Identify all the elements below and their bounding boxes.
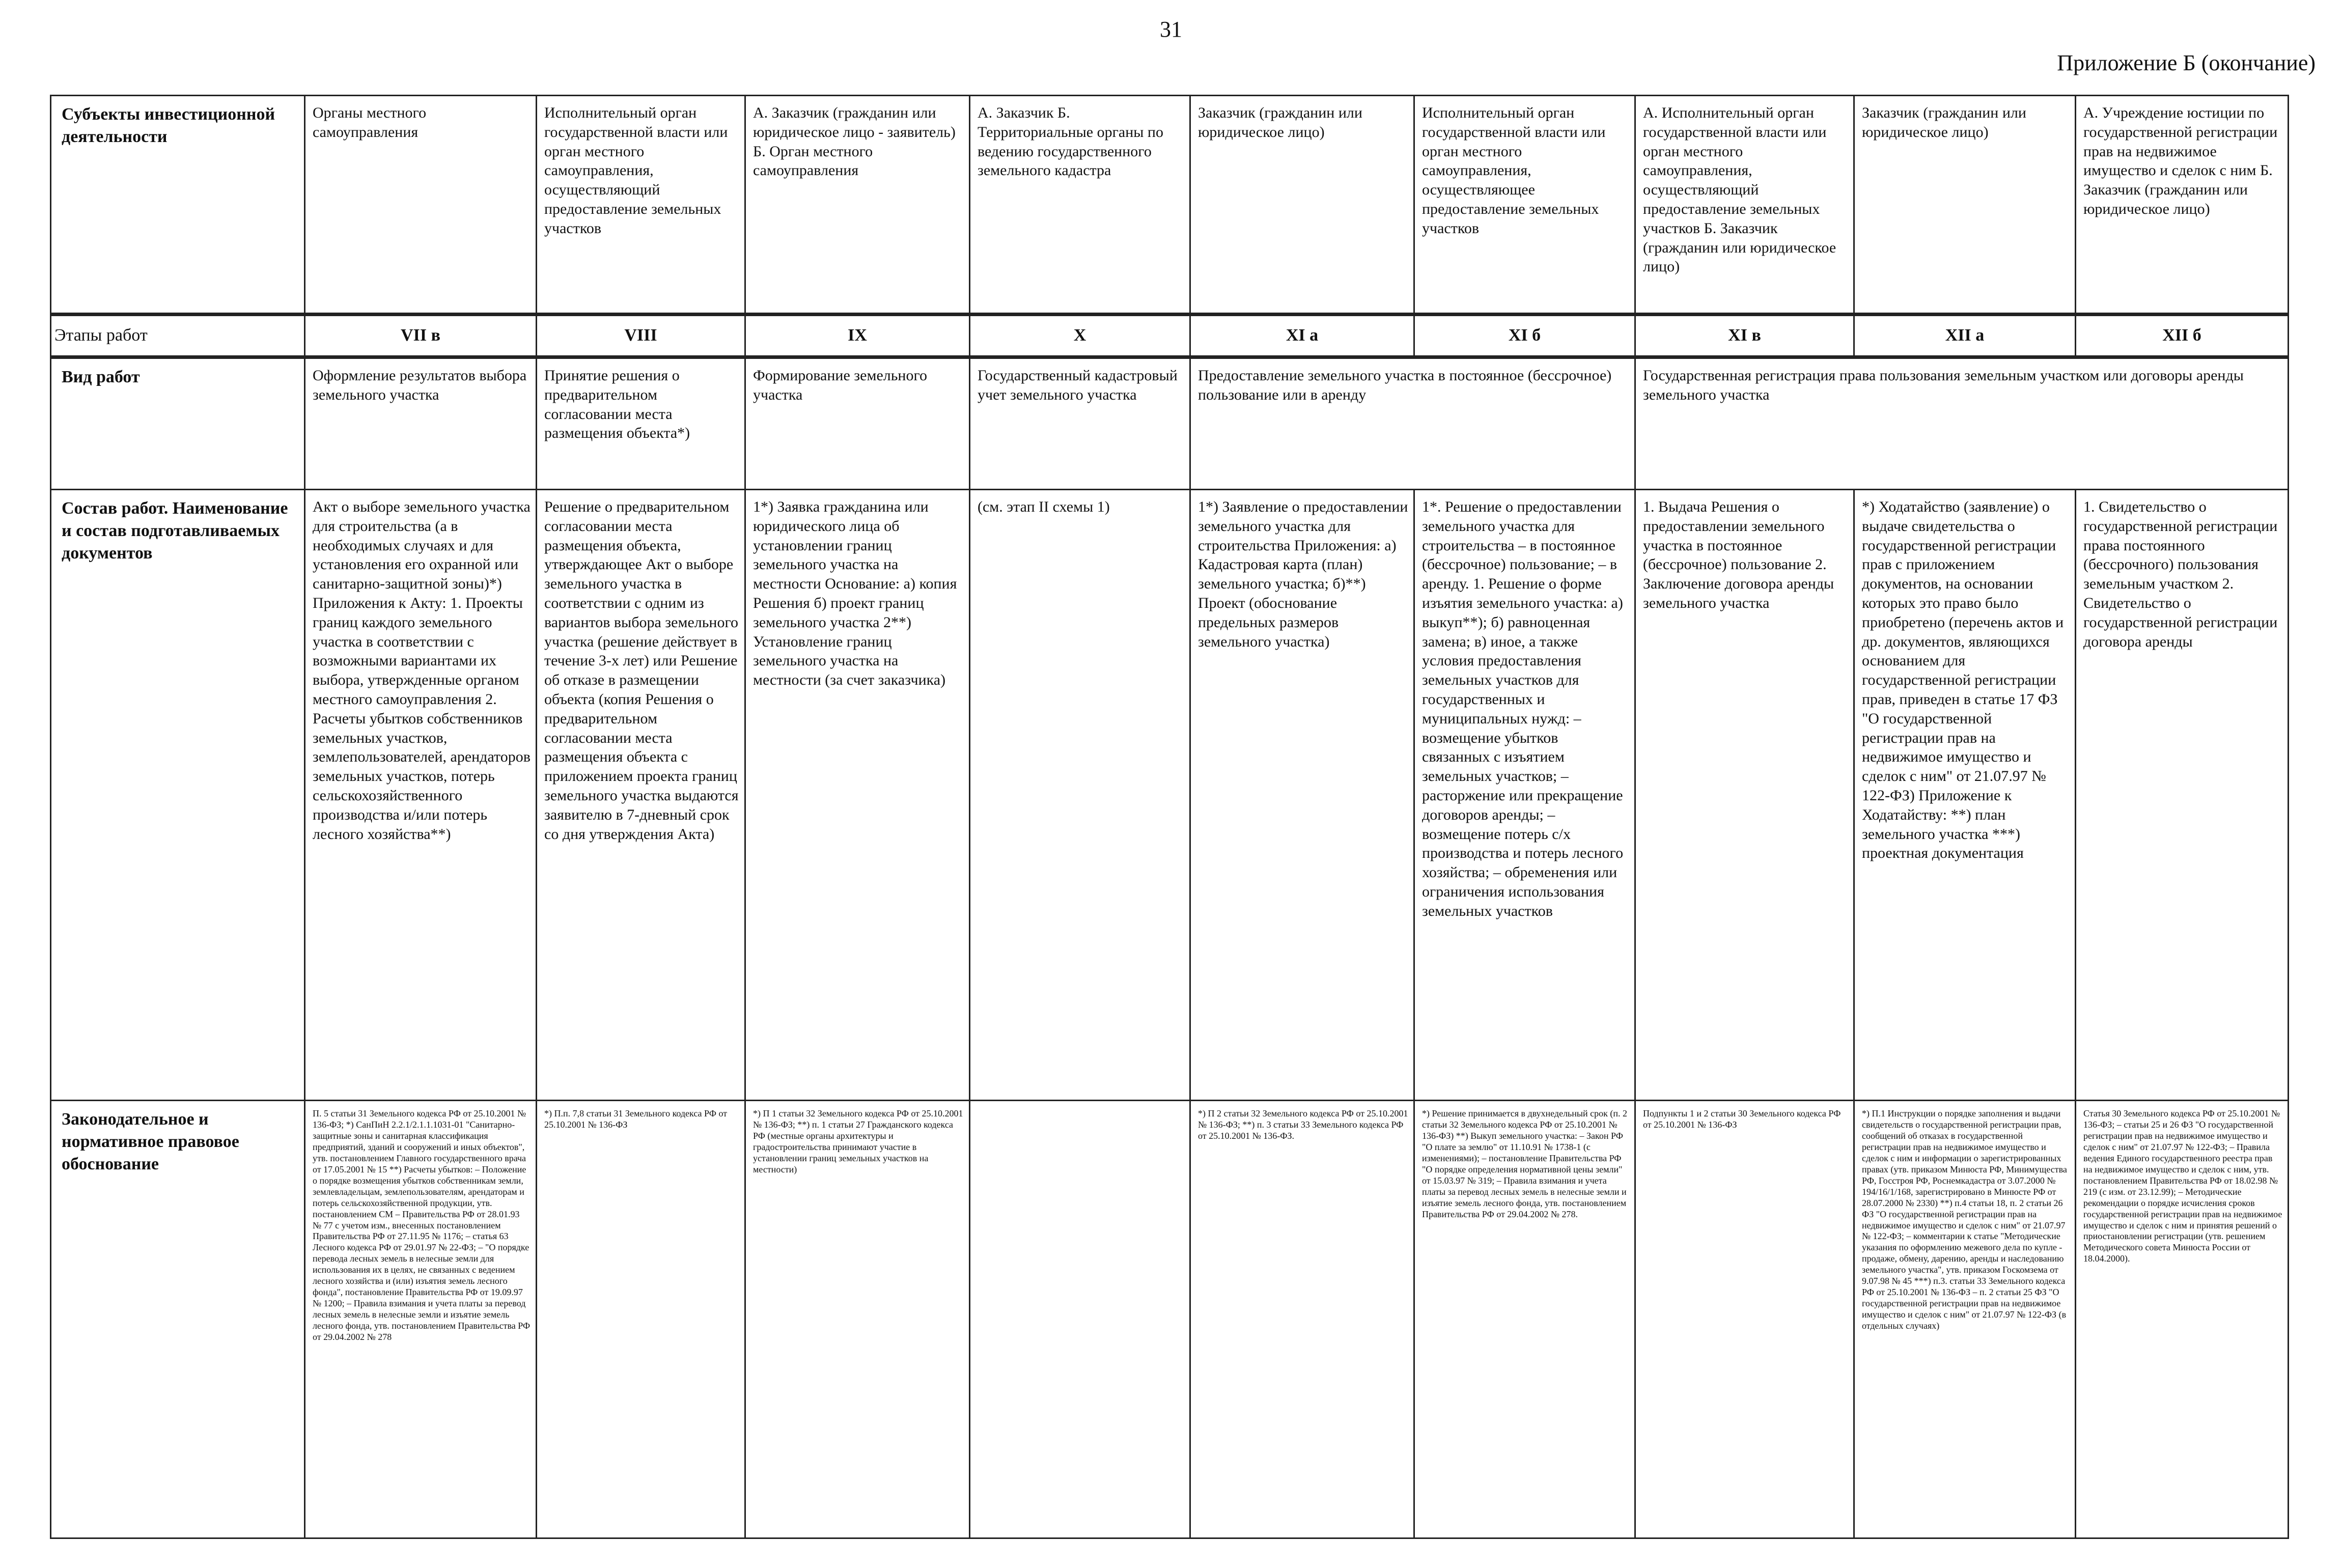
row-label-legal: Законодательное и нормативное правовое обоснование [51,1101,305,1538]
row-label-subjects: Субъекты инвестиционной деятельности [51,96,305,315]
legal-cell: *) П.1 Инструкции о порядке заполнения и выдачи свидетельств о государственной регистрации прав, сообщений об отказах в государственной регистрации прав на недвижимое имущество и сделок с ним и информации о зарегистрированных правах (утв. приказом Минюста РФ, Минимущества РФ, Госстроя РФ, Роснемкадастра от 3.07.2000 № 194/16/1/168, зарегистрировано в Минюсте РФ от 28.07.2000 № 2330) **) п.4 статьи 18, п. 2 статьи 26 ФЗ "О государственной регистрации прав на недвижимое имущество и сделок с ним" от 21.07.97 № 122-ФЗ; – комментарии к статье "Методические указания по оформлению межевого дела по купле - продаже, обмену, дарению, аренды и наследованию земельного участка", утв. приказом Госкомзема от 9.07.98 № 45 ***) п.3. статьи 33 Земельного кодекса РФ от 25.10.2001 № 136-ФЗ – п. 2 статьи 25 ФЗ "О государственной регистрации прав на недвижимое имущество и сделок с ним" от 21.07.97 № 122-ФЗ (в отдельных случаях) [1854,1101,2076,1538]
composition-cell: 1. Свидетельство о государственной регистрации права постоянного (бессрочного) пользования земельным участком 2. Свидетельство о государственной регистрации договора аренды [2076,490,2289,1101]
stage-cell: X [970,315,1190,357]
row-label-work-type: Вид работ [51,357,305,490]
subject-cell: Органы местного самоуправления [305,96,537,315]
composition-cell: Решение о предварительном согласовании места размещения объекта, утверждающее Акт о выборе земельного участка в соответствии с одним из вариантов выбора земельного участка (решение действует в течение 3-х лет) или Решение об отказе в размещении объекта (копия Решения о предварительном согласовании места размещения объекта с приложением проекта границ земельного участка выдаются заявителю в 7-дневный срок со дня утверждения Акта) [537,490,745,1101]
work-cell: Государственный кадастровый учет земельного участка [970,357,1190,490]
stage-cell: IX [745,315,970,357]
composition-row [51,490,2289,1101]
composition-cell: 1*. Решение о предоставлении земельного участка для строительства – в постоянное (бессрочное) пользование; – в аренду. 1. Решение о форме изъятия земельного участка: а) выкуп**); б) равноценная замена; в) иное, а также условия предоставления земельных участков для государственных и муниципальных нужд: – возмещение убытков связанных с изъятием земельных участков; – расторжение или прекращение договоров аренды; – возмещение потерь с/х производства и потерь лесного хозяйства; – обременения или ограничения использования земельных участков [1414,490,1635,1101]
subject-cell: Исполнительный орган государственной власти или орган местного самоуправления, осуществляющий предоставление земельных участков [537,96,745,315]
legal-cell: *) П 1 статьи 32 Земельного кодекса РФ от 25.10.2001 № 136-ФЗ; **) п. 1 статьи 27 Гражданского кодекса РФ (местные органы архитектуры и градостроительства принимают участие в установлении границ земельных участков на местности) [745,1101,970,1538]
work-type-row [51,357,2289,490]
appendix-title: Приложение Б (окончание) [2057,50,2316,75]
subject-cell: А. Заказчик (гражданин или юридическое лицо - заявитель) Б. Орган местного самоуправления [745,96,970,315]
subject-cell: Заказчик (гражданин или юридическое лицо) [1854,96,2076,315]
work-cell-merged: Государственная регистрация права пользования земельным участком или договоры аренды земельного участка [1635,357,2289,490]
subject-cell: А. Заказчик Б. Территориальные органы по ведению государственного земельного кадастра [970,96,1190,315]
legal-cell: П. 5 статьи 31 Земельного кодекса РФ от 25.10.2001 № 136-ФЗ; *) СанПиН 2.2.1/2.1.1.1031-01 "Санитарно-защитные зоны и санитарная классификация предприятий, зданий и сооружений и иных объектов", утв. постановлением Главного государственного врача от 17.05.2001 № 15 **) Расчеты убытков: – Положение о порядке возмещения убытков собственникам земли, землевладельцам, землепользователям, арендаторам и потерь сельскохозяйственной продукции, утв. постановлением СМ – Правительства РФ от 28.01.93 № 77 с учетом изм., внесенных постановлением Правительства РФ от 27.11.95 № 1176; – статья 63 Лесного кодекса РФ от 29.01.97 № 22-ФЗ; – "О порядке перевода лесных земель в нелесные земли для использования их в целях, не связанных с ведением лесного хозяйства и (или) изъятия земель лесного фонда", постановление Правительства РФ от 19.09.97 № 1200; – Правила взимания и учета платы за перевод лесных земель в нелесные земли и изъятие земель лесного фонда, утв. постановлением Правительства РФ от 29.04.2002 № 278 [305,1101,537,1538]
work-cell: Оформление результатов выбора земельного участка [305,357,537,490]
row-label-composition: Состав работ. Наименование и состав подготавливаемых документов [51,490,305,1101]
legal-cell: *) Решение принимается в двухнедельный срок (п. 2 статьи 32 Земельного кодекса РФ от 25.10.2001 № 136-ФЗ) **) Выкуп земельного участка: – Закон РФ "О плате за землю" от 11.10.91 № 1738-1 (с изменениями); – постановление Правительства РФ "О порядке определения нормативной цены земли" от 15.03.97 № 319; – Правила взимания и учета платы за перевод лесных земель в нелесные земли и изъятие земель лесного фонда, утв. постановлением Правительства РФ от 29.04.2002 № 278. [1414,1101,1635,1538]
stages-row [51,315,2289,357]
investment-stages-table [50,95,2289,1539]
stage-cell: XI а [1190,315,1414,357]
composition-cell: 1*) Заявление о предоставлении земельного участка для строительства Приложения: а) Кадастровая карта (план) земельного участка; б)**) Проект (обоснование предельных размеров земельного участка) [1190,490,1414,1101]
stage-cell: XII а [1854,315,2076,357]
subject-cell: Исполнительный орган государственной власти или орган местного самоуправления, осуществляющее предоставление земельных участков [1414,96,1635,315]
stage-cell: VIII [537,315,745,357]
composition-cell: 1. Выдача Решения о предоставлении земельного участка в постоянное (бессрочное) пользование 2. Заключение договора аренды земельного участка [1635,490,1854,1101]
legal-cell: *) П.п. 7,8 статьи 31 Земельного кодекса РФ от 25.10.2001 № 136-ФЗ [537,1101,745,1538]
work-cell: Принятие решения о предварительном согласовании места размещения объекта*) [537,357,745,490]
legal-cell: Статья 30 Земельного кодекса РФ от 25.10.2001 № 136-ФЗ; – статьи 25 и 26 ФЗ "О государственной регистрации прав на недвижимое имущество и сделок с ним" от 21.07.97 № 122-ФЗ; – Правила ведения Единого государственного реестра прав на недвижимое имущество и сделок с ним, утв. постановлением Правительства РФ от 18.02.98 № 219 (с изм. от 23.12.99); – Методические рекомендации о порядке исчисления сроков государственной регистрации прав на недвижимое имущество и сделок с ним и принятия решений о приостановлении регистрации (утв. решением Методического совета Минюста России от 18.04.2000). [2076,1101,2289,1538]
subjects-row [51,96,2289,315]
work-cell: Формирование земельного участка [745,357,970,490]
composition-cell: Акт о выборе земельного участка для строительства (а в необходимых случаях и для установления его охранной или санитарно-защитной зоны)*) Приложения к Акту: 1. Проекты границ каждого земельного участка в соответствии с возможными вариантами их выбора, утвержденные органом местного самоуправления 2. Расчеты убытков собственников земельных участков, землепользователей, арендаторов земельных участков, потерь сельскохозяйственного производства и/или потерь лесного хозяйства**) [305,490,537,1101]
composition-cell: 1*) Заявка гражданина или юридического лица об установлении границ земельного участка на местности Основание: а) копия Решения б) проект границ земельного участка 2**) Установление границ земельного участка на местности (за счет заказчика) [745,490,970,1101]
stage-cell: VII в [305,315,537,357]
subject-cell: Заказчик (гражданин или юридическое лицо) [1190,96,1414,315]
legal-cell: *) П 2 статьи 32 Земельного кодекса РФ от 25.10.2001 № 136-ФЗ; **) п. 3 статьи 33 Земельного кодекса РФ от 25.10.2001 № 136-ФЗ. [1190,1101,1414,1538]
stage-cell: XI б [1414,315,1635,357]
legal-row [51,1101,2289,1538]
work-cell-merged: Предоставление земельного участка в постоянное (бессрочное) пользование или в аренду [1190,357,1635,490]
composition-cell: *) Ходатайство (заявление) о выдаче свидетельства о государственной регистрации прав с приложением документов, на основании которых это право было приобретено (перечень актов и др. документов, являющихся основанием для государственной регистрации прав, приведен в статье 17 ФЗ "О государственной регистрации прав на недвижимое имущество и сделок с ним" от 21.07.97 № 122-ФЗ) Приложение к Ходатайству: **) план земельного участка ***) проектная документация [1854,490,2076,1101]
legal-cell [970,1101,1190,1538]
page-number: 31 [1160,17,1182,42]
row-label-stages: Этапы работ [51,315,305,357]
legal-cell: Подпункты 1 и 2 статьи 30 Земельного кодекса РФ от 25.10.2001 № 136-ФЗ [1635,1101,1854,1538]
composition-cell: (см. этап II схемы 1) [970,490,1190,1101]
subject-cell: А. Исполнительный орган государственной власти или орган местного самоуправления, осуществляющий предоставление земельных участков Б. Заказчик (гражданин или юридическое лицо) [1635,96,1854,315]
subject-cell: А. Учреждение юстиции по государственной регистрации прав на недвижимое имущество и сделок с ним Б. Заказчик (гражданин или юридическое лицо) [2076,96,2289,315]
stage-cell: XI в [1635,315,1854,357]
stage-cell: XII б [2076,315,2289,357]
